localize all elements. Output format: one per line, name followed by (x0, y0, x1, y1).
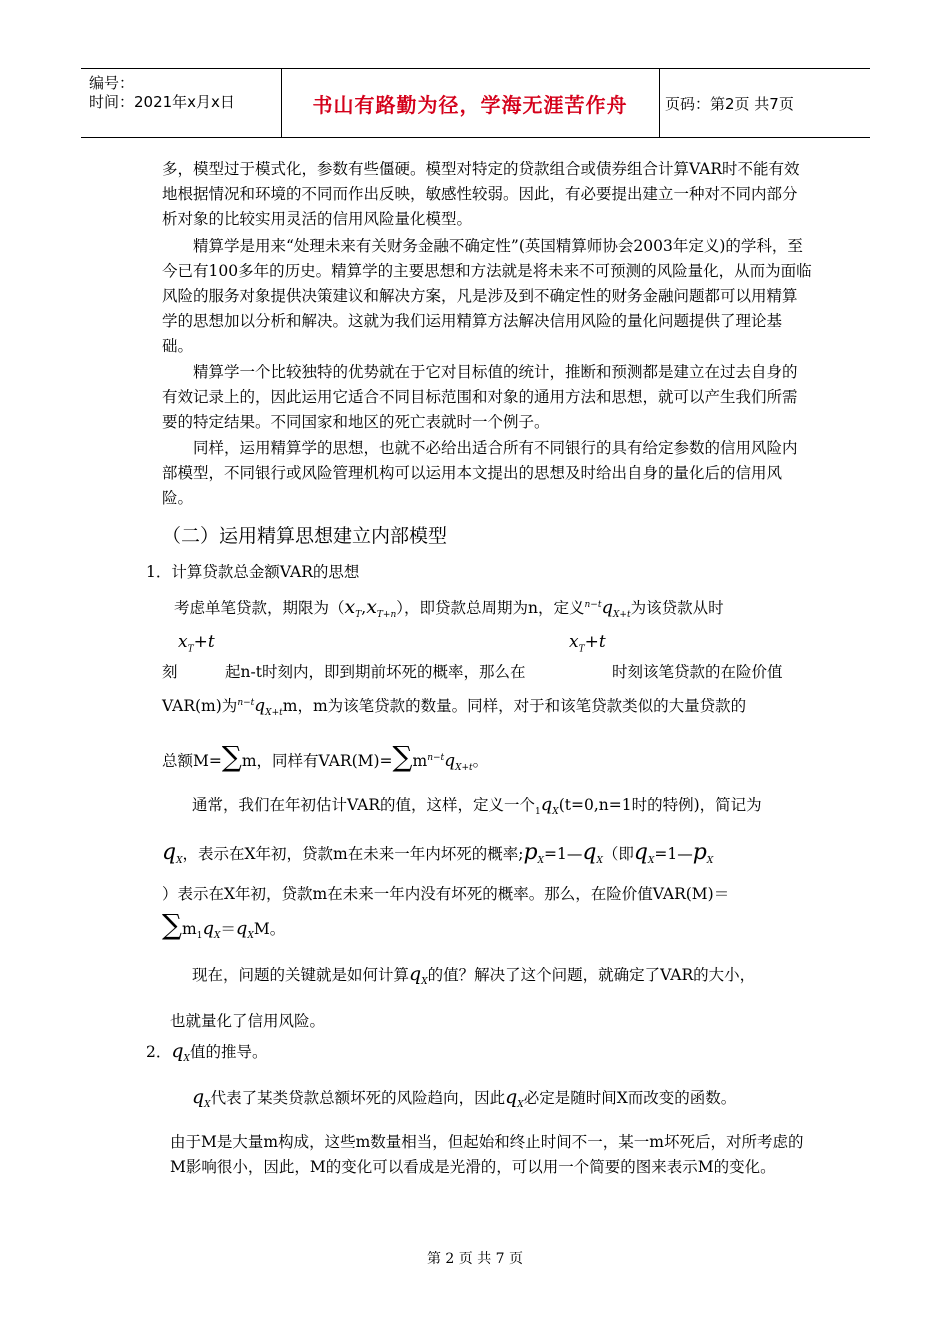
paragraph-1: 多，模型过于模式化，参数有些僵硬。模型对特定的贷款组合或债券组合计算VAR时不能有效地根据情况和环境的不同而作出反映，敏感性较弱。因此，有必要提出建立一种对不同内部分析对象的比较实用灵活的信用风险量化模型。 (162, 160, 800, 228)
item1-line2c: 时刻该笔贷款的在险价值 (612, 663, 783, 681)
item1-line3: VAR(m)为$^{n-t}q_{X+t}m$，m为该笔贷款的数量。同样，对于和该笔贷款类似的大量贷款的 (162, 696, 747, 719)
math-xt-left: $x_T+t$ (178, 632, 215, 655)
header-meta-cell (81, 69, 282, 137)
header-page-info: 页码：第2页 共7页 (665, 94, 794, 113)
item1-line8: $\sum m_1q_X=q_XM$。 (162, 908, 286, 942)
item2-title: 2．$q_X$值的推导。 (146, 1040, 268, 1065)
time-label: 时间：2021年x月x日 (89, 93, 235, 111)
item1-line2a: 刻 (162, 663, 178, 681)
paragraph-2: 精算学是用来“处理未来有关财务金融不确定性”(英国精算师协会2003年定义)的学科，至今已有100多年的历史。精算学的主要思想和方法就是将未来不可预测的风险量化，从而为面临风险的服务对象提供决策建议和解决方案，凡是涉及到不确定性的财务金融问题都可以用精算学的思想加以分析和解决。这就为我们运用精算方法解决信用风险的量化问题提供了理论基础。 (162, 237, 812, 355)
math-xt-right: $x_T+t$ (569, 632, 606, 655)
item1-line4: 总额M=∑m，同样有$VAR(M)=\sum m^{n-t}q_{X+t}$。 (162, 740, 489, 774)
number-label: 编号： (89, 74, 135, 92)
item2-paragraph: 由于M是大量m构成，这些m数量相当，但起始和终止时间不一，某一m坏死后，对所考虑的M影响很小，因此，M的变化可以看成是光滑的，可以用一个简要的图来表示M的变化。 (170, 1133, 804, 1176)
paragraph-4: 同样，运用精算学的思想，也就不必给出适合所有不同银行的具有给定参数的信用风险内部模型，不同银行或风险管理机构可以运用本文提出的思想及时给出自身的量化后的信用风险。 (162, 439, 798, 507)
paragraph-3: 精算学一个比较独特的优势就在于它对目标值的统计，推断和预测都是建立在过去自身的有效记录上的，因此运用它适合不同目标范围和对象的通用方法和思想，就可以产生我们所需要的特定结果。不同国家和地区的死亡表就时一个例子。 (162, 363, 798, 431)
item1-line9: 现在，问题的关键就是如何计算$q_X$的值？解决了这个问题，就确定了VAR的大小， (192, 963, 756, 988)
item2-line1: $q_X$代表了某类贷款总额坏死的风险趋向，因此$q_X$必定是随时间X而改变的函数。 (192, 1086, 737, 1111)
item1-line2b: 起n-t时刻内，即到期前坏死的概率，那么在 (225, 663, 526, 681)
item1-line10: 也就量化了信用风险。 (170, 1012, 326, 1030)
header-motto: 书山有路勤为径，学海无涯苦作舟 (281, 69, 660, 137)
item1-line5: 通常，我们在年初估计VAR的值，这样，定义一个$_1q_X(t=0,n=1$时的特例)，简记为 (192, 794, 762, 818)
item1-title: 1．计算贷款总金额VAR的思想 (146, 563, 360, 581)
item1-line1: 考虑单笔贷款，期限为$(x_T,x_{T+n})$，即贷款总周期为n，定义$^{n-t}q_{X+t}$为该贷款从时 (174, 596, 724, 621)
page-footer: 第 2 页 共 7 页 (426, 1251, 524, 1267)
item1-line7: ）表示在X年初，贷款m在未来一年内没有坏死的概率。那么，在险价值VAR(M)＝ (162, 885, 730, 903)
item1-line6: $q_X$，表示在X年初，贷款m在未来一年内坏死的概率$;p_X=1—q_X$（即$q_X=1—p_X$ (162, 840, 714, 867)
page-header (81, 68, 870, 138)
section-title: （二）运用精算思想建立内部模型 (162, 525, 448, 547)
